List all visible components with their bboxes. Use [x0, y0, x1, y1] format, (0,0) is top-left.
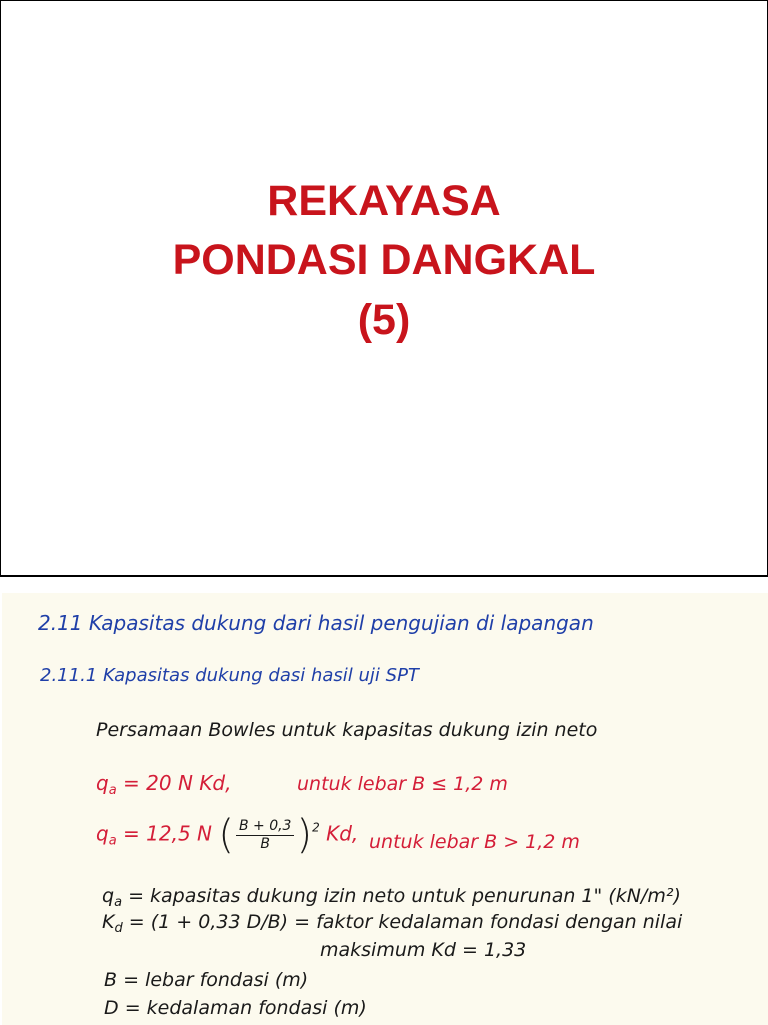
eq1-condition: untuk lebar B ≤ 1,2 m: [297, 773, 508, 795]
eq2-condition: untuk lebar B > 1,2 m: [369, 831, 580, 853]
definition-kd: $K_d = (1 + 0,33$ D/B) = faktor kedalaman fondasi dengan nilai: [102, 911, 683, 936]
fraction: [236, 818, 295, 853]
definition-kd-max: maksimum Kd = 1,33: [320, 939, 527, 961]
eq2-power: 2: [312, 820, 320, 835]
definition-b: B = lebar fondasi (m): [104, 969, 309, 991]
eq1-rhs: = 20 N Kd,: [123, 771, 232, 795]
equation-2: [96, 812, 359, 858]
content-slide: [0, 576, 768, 1025]
fraction-numerator: B + 0,3: [238, 817, 292, 834]
eq2-kd: Kd,: [326, 821, 359, 846]
equation-1: [96, 771, 231, 798]
section-heading: 2.11 Kapasitas dukung dari hasil pengujian di lapangan: [38, 611, 594, 635]
eq1-q-sub: a: [108, 783, 117, 798]
title-line-3: (5): [357, 296, 411, 344]
definition-qa: $q_a$ = kapasitas dukung izin neto untuk penurunan 1" (kN/m²): [102, 885, 681, 910]
eq2-q-sub: a: [108, 833, 117, 849]
fraction-denominator: B: [260, 835, 271, 852]
subsection-heading: 2.11.1 Kapasitas dukung dasi hasil uji SPT: [40, 665, 419, 686]
eq2-coef: = 12,5 N: [123, 821, 212, 846]
intro-text: Persamaan Bowles untuk kapasitas dukung izin neto: [96, 719, 598, 741]
eq2-q: q: [96, 821, 109, 846]
title-line-2: PONDASI DANGKAL: [172, 236, 596, 284]
eq1-q: q: [96, 771, 109, 795]
close-paren: ): [296, 812, 313, 858]
title-line-1: REKAYASA: [267, 177, 501, 225]
scanned-notes: [2, 593, 768, 1025]
definition-d: D = kedalaman fondasi (m): [104, 997, 367, 1019]
open-paren: (: [218, 812, 234, 858]
